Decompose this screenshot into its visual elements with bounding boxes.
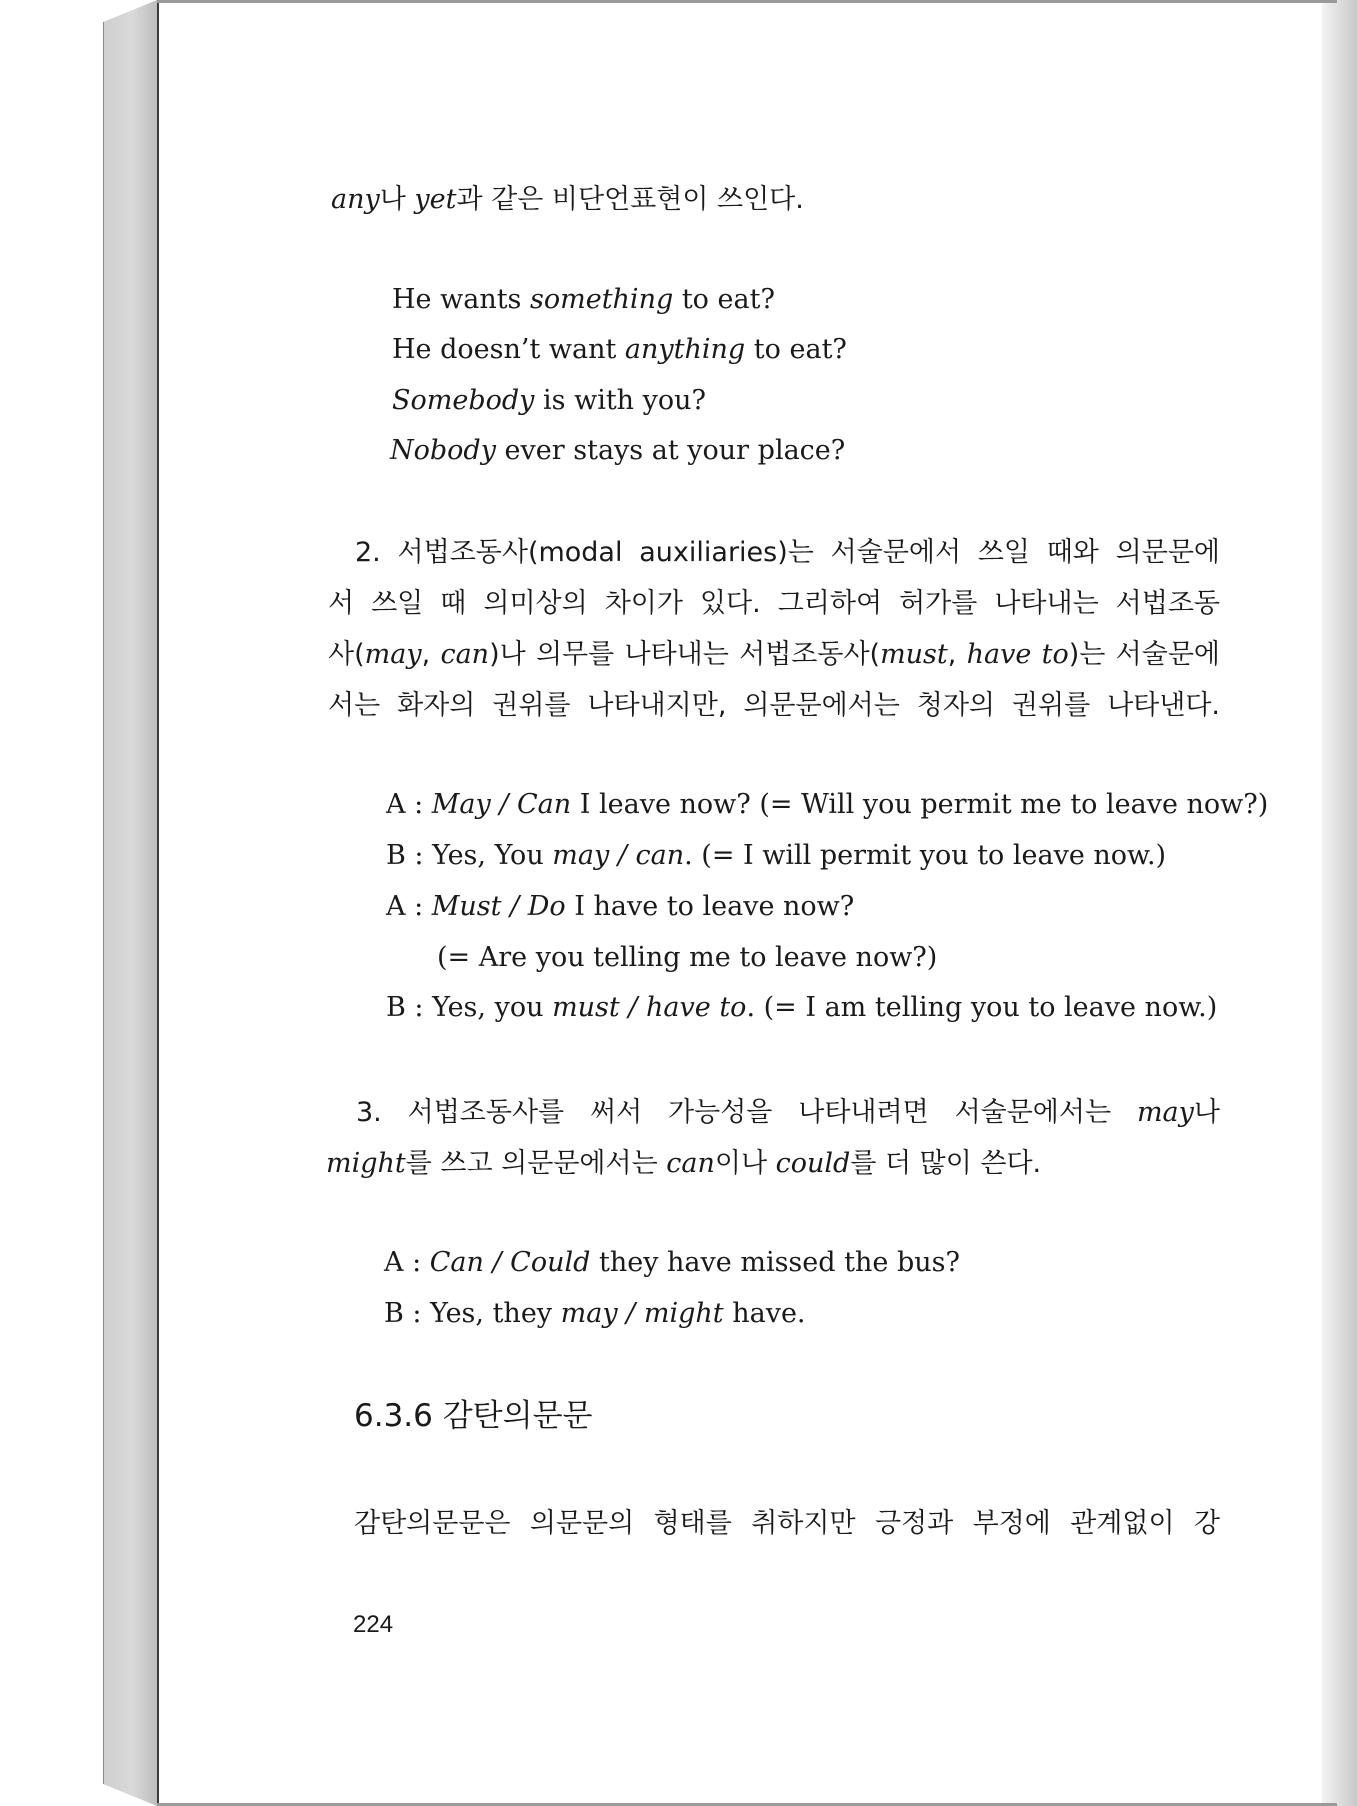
example-sentence: He wants something to eat? [392, 284, 775, 315]
spine-edge [103, 22, 104, 1784]
paragraph-line: 사(may, can)나 의무를 나타내는 서법조동사(must, have to)는 서술문에 [328, 639, 1220, 670]
dialogue-line: A : Must / Do I have to leave now? [386, 891, 855, 922]
page-edge-shadow [1322, 0, 1357, 1806]
paragraph-line: 서 쓰일 때 의미상의 차이가 있다. 그리하여 허가를 나타내는 서법조동 [328, 588, 1220, 619]
dialogue-line: B : Yes, you must / have to. (= I am telling you to leave now.) [386, 992, 1218, 1023]
dialogue-line: B : Yes, You may / can. (= I will permit you to leave now.) [386, 840, 1167, 871]
book-spine [103, 0, 157, 1806]
paragraph-line: any나 yet과 같은 비단언표현이 쓰인다. [331, 184, 804, 215]
paragraph-line: might를 쓰고 의문문에서는 can이나 could를 더 많이 쓴다. [326, 1148, 1042, 1179]
paragraph-line: 2. 서법조동사(modal auxiliaries)는 서술문에서 쓰일 때와 의문문에 [355, 537, 1220, 568]
paragraph-line: 서는 화자의 권위를 나타내지만, 의문문에서는 청자의 권위를 나타낸다. [328, 690, 1220, 721]
example-sentence: Somebody is with you? [392, 385, 707, 416]
page-number: 224 [353, 1611, 394, 1638]
section-heading: 6.3.6 감탄의문문 [354, 1398, 593, 1434]
page-top-edge [157, 0, 1337, 3]
dialogue-line: (= Are you telling me to leave now?) [437, 942, 938, 973]
paragraph-line: 3. 서법조동사를 써서 가능성을 나타내려면 서술문에서는 may나 [356, 1097, 1220, 1128]
dialogue-line: A : Can / Could they have missed the bus? [384, 1247, 960, 1278]
paragraph-line: 감탄의문문은 의문문의 형태를 취하지만 긍정과 부정에 관계없이 강 [354, 1508, 1220, 1539]
dialogue-line: A : May / Can I leave now? (= Will you permit me to leave now?) [386, 789, 1269, 820]
example-sentence: Nobody ever stays at your place? [390, 435, 846, 466]
dialogue-line: B : Yes, they may / might have. [384, 1298, 806, 1329]
example-sentence: He doesn’t want anything to eat? [392, 334, 847, 365]
